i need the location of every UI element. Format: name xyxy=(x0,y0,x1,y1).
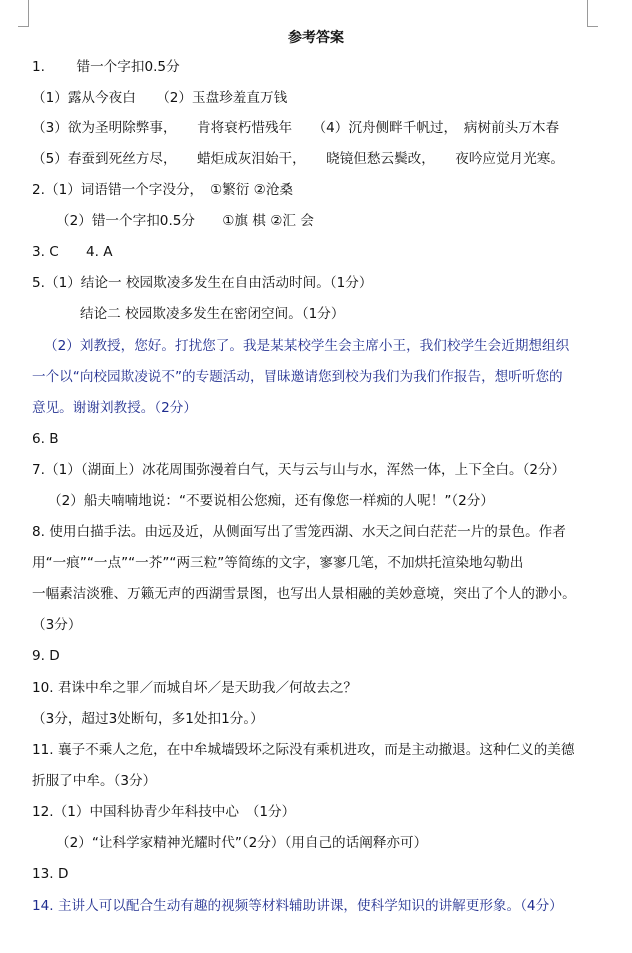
answer-line-7: 3. C 4. A xyxy=(32,244,113,260)
answer-line-21: 10. 君诛中牟之罪／而城自坏／是天助我／何故去之？ xyxy=(32,680,358,696)
answer-line-12: 意见。谢谢刘教授。（2分） xyxy=(32,400,197,416)
answer-line-14: 7.（1）（湖面上）冰花周围弥漫着白气，天与云与山与水，浑然一体，上下全白。（2分） xyxy=(32,462,566,478)
answer-line-13: 6. B xyxy=(32,431,59,447)
answer-line-11: 一个以“向校园欺凌说不”的专题活动，冒昧邀请您到校为我们为我们作报告，想听听您的 xyxy=(32,369,563,385)
answer-line-28: 14. 主讲人可以配合生动有趣的视频等材料辅助讲课，使科学知识的讲解更形象。（4分） xyxy=(32,898,563,914)
answer-line-25: 12.（1）中国科协青少年科技中心 （1分） xyxy=(32,804,296,820)
answer-line-19: （3分） xyxy=(32,617,82,633)
answer-line-16: 8. 使用白描手法。由远及近，从侧面写出了雪笼西湖、水天之间白茫茫一片的景色。作者 xyxy=(32,524,566,540)
answer-line-9: 结论二 校园欺凌多发生在密闭空间。（1分） xyxy=(80,306,345,322)
answer-line-18: 一幅素洁淡雅、万籁无声的西湖雪景图，也写出人景相融的美妙意境，突出了个人的渺小。 xyxy=(32,586,576,602)
answer-line-4: （5）春蚕到死丝方尽， 蜡炬成灰泪始干， 晓镜但愁云鬓改， 夜吟应觉月光寒。 xyxy=(32,151,564,167)
answer-line-17: 用“一痕”“一点”“一芥”“两三粒”等简练的文字，寥寥几笔，不加烘托渲染地勾勒出 xyxy=(32,555,524,571)
answer-line-3: （3）欲为圣明除弊事， 肯将衰朽惜残年 （4）沉舟侧畔千帆过， 病树前头万木春 xyxy=(32,120,560,136)
answer-line-8: 5.（1）结论一 校园欺凌多发生在自由活动时间。（1分） xyxy=(32,275,373,291)
answer-line-6: （2）错一个字扣0.5分 ①旗 棋 ②汇 会 xyxy=(56,213,314,229)
page-title: 参考答案 xyxy=(288,30,344,46)
answer-line-22: （3分，超过3处断句，多1处扣1分。） xyxy=(32,711,264,727)
answer-line-24: 折服了中牟。（3分） xyxy=(32,773,157,789)
answer-line-27: 13. D xyxy=(32,866,69,882)
answer-line-1: 1. 错一个字扣0.5分 xyxy=(32,59,180,75)
answer-line-20: 9. D xyxy=(32,648,60,664)
answer-line-26: （2）“让科学家精神光耀时代”（2分）（用自己的话阐释亦可） xyxy=(56,835,428,851)
answer-line-10: （2）刘教授，您好。打扰您了。我是某某校学生会主席小王，我们校学生会近期想组织 xyxy=(44,338,570,354)
answer-line-23: 11. 襄子不乘人之危，在中牟城墙毁坏之际没有乘机进攻，而是主动撤退。这种仁义的美德 xyxy=(32,742,575,758)
answer-line-5: 2.（1）词语错一个字没分， ①繁衍 ②沧桑 xyxy=(32,182,294,198)
page-corner-mark-left xyxy=(18,0,29,27)
answer-line-2: （1）露从今夜白 （2）玉盘珍羞直万钱 xyxy=(32,90,288,106)
page-corner-mark-right xyxy=(587,0,598,27)
answer-line-15: （2）船夫喃喃地说：“不要说相公您痴，还有像您一样痴的人呢！”（2分） xyxy=(48,493,494,509)
